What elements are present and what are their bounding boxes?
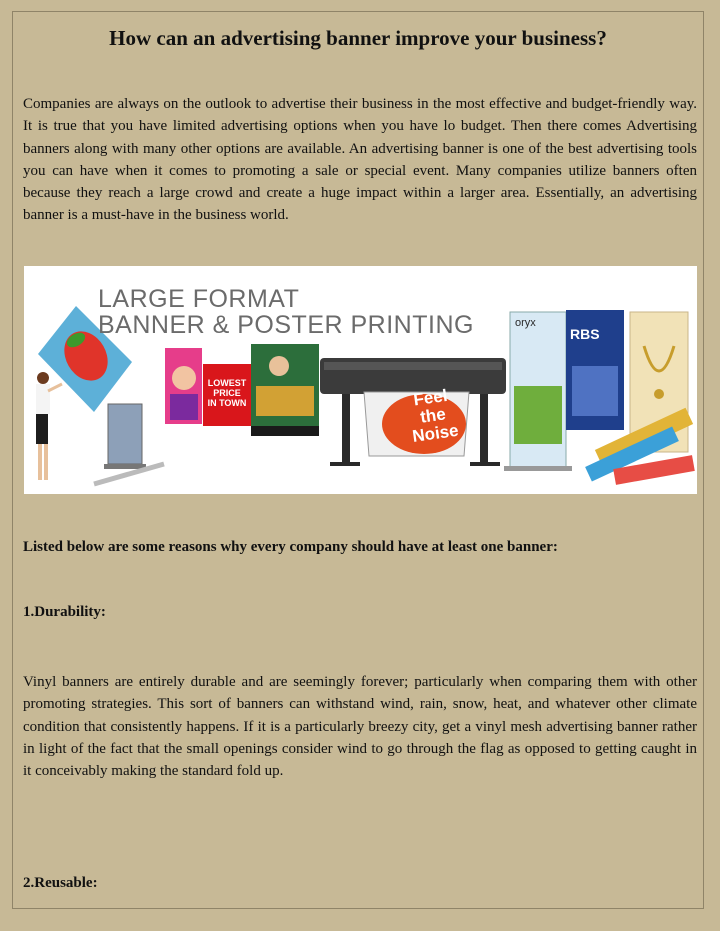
reason-2-heading: 2.Reusable: — [23, 875, 98, 891]
movie-poster — [251, 344, 319, 436]
fashion-poster — [165, 348, 202, 424]
rbs-label: RBS — [570, 326, 600, 342]
feel-line2: the — [418, 404, 447, 427]
feel-line3: Noise — [411, 420, 460, 446]
lowest-price-poster — [203, 364, 251, 426]
lowest-price-line2: PRICE — [213, 388, 241, 398]
banner-headline-line1: LARGE FORMAT — [98, 285, 300, 313]
banner-headline — [98, 286, 474, 338]
page-title: How can an advertising banner improve your business? — [109, 26, 607, 50]
banner-headline-line2: BANNER & POSTER PRINTING — [98, 311, 474, 339]
reason-1-heading: 1.Durability: — [23, 604, 106, 620]
oryx-rollup — [504, 312, 572, 471]
rollup-stand-left — [94, 404, 164, 484]
feel-line1: Feel — [412, 385, 449, 410]
banner-printing-image — [24, 266, 697, 494]
reason-1-paragraph: Vinyl banners are entirely durable and are seemingly forever; particularly when comparing them with other promoting strategies. This sort of banners can withstand wind, rain, snow, heat, and whatever other climate condition that consistently happens. If it is a particularly breezy city, get a vinyl mesh advertising banner rather in light of the fact that the small openings consider wind to go through the flag as opposed to getting caught in it conceivably making the standard fold up. — [23, 674, 697, 780]
lowest-price-line1: LOWEST — [207, 378, 247, 388]
reasons-intro-heading: Listed below are some reasons why every company should have at least one banner: — [23, 539, 558, 555]
lowest-price-line3: IN TOWN — [207, 398, 247, 408]
document-page — [12, 11, 704, 909]
woman-figure — [36, 372, 62, 480]
oryx-label: oryx — [515, 317, 536, 329]
feel-the-noise-text — [395, 384, 472, 447]
intro-paragraph: Companies are always on the outlook to advertise their business in the most effective and budget-friendly way. It is true that you have limited advertising options when you have lo budget. Then there comes Advertising banners along with many other options are available. An advertising banner is one of the best advertising tools you can have when it comes to promoting a sale or special event. Many companies utilize banners often because they reach a large crowd and create a huge impact within a larger area. Essentially, an advertising banner is a must-have in the business world. — [23, 96, 697, 224]
